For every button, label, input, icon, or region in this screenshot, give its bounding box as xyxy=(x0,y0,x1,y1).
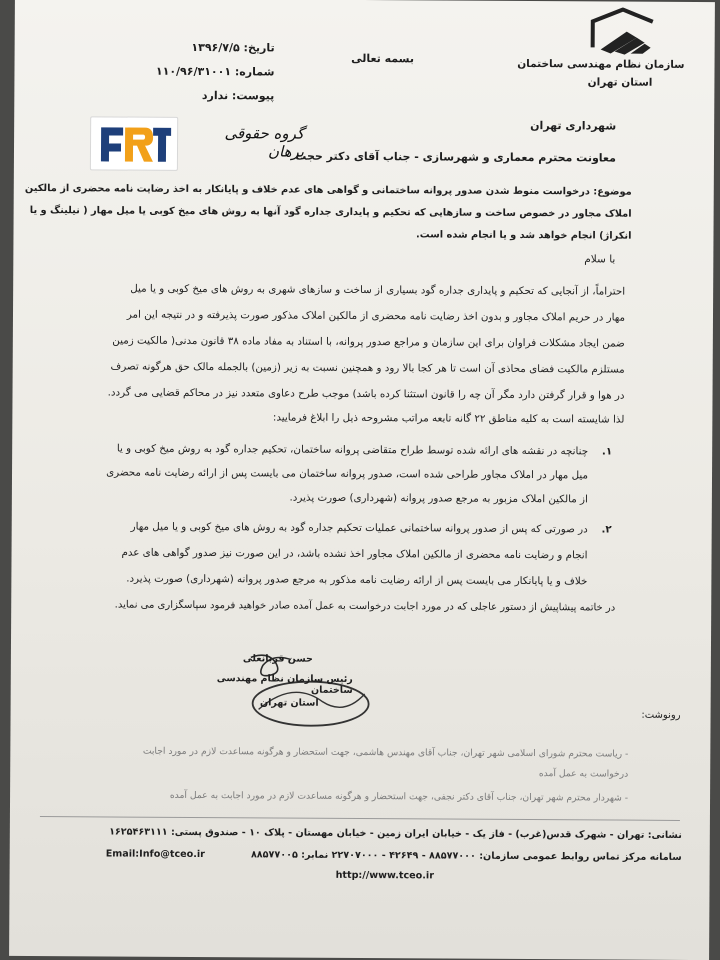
letter-page xyxy=(9,0,715,960)
footer-address: نشانی: تهران - شهرک قدس(غرب) - فاز یک - خیابان ایران زمین - خیابان مهستان - پلاک ۱۰ - صندوق پستی: ۱۶۲۵۴۶۳۱۱۱ xyxy=(109,826,682,841)
body-line: مهار در حریم املاک مجاور و بدون اخذ رضایت نامه محضری از مالکین املاک مذکور صورت پذیرفته و در نتیجه این امر xyxy=(126,308,626,324)
org-name: سازمان نظام مهندسی ساختمان xyxy=(517,57,685,71)
signatory-title: رئیس سازمان نظام مهندسی ساختمان xyxy=(216,673,353,696)
brand-logo-icon xyxy=(91,117,177,170)
footer-email: Email:Info@tceo.ir xyxy=(105,848,205,861)
recipient-line-1: شهرداری تهران xyxy=(530,119,617,133)
letter-number: شماره: ۱۱۰/۹۶/۳۱۰۰۱ xyxy=(155,64,275,79)
item-number: ۲. xyxy=(601,523,612,536)
footer-phones: سامانه مرکز تماس روابط عمومی سازمان: ۸۸۵۷۷۰۰۰ - ۴۲۶۴۹ - ۲۲۷۰۷۰۰۰ نمابر: ۸۸۵۷۷۰۰۵ xyxy=(250,849,682,863)
brand-text: گروه حقوقی برهان xyxy=(224,124,305,161)
body-line: مستلزم مالکیت فضای محاذی آن است تا هر کجا بالا رود و همچنین نسبت به زیر (زمین) بالجمله مالک حق هرگونه تصرف xyxy=(110,360,625,376)
cc-heading: رونوشت: xyxy=(641,709,681,721)
item-number: ۱. xyxy=(601,445,613,458)
brand-logo xyxy=(90,116,178,171)
subject-line: انکراژ) انجام خواهد شد و یا انجام شده است. xyxy=(416,229,632,242)
stamp-text: استان تهران xyxy=(260,697,319,709)
footer-divider xyxy=(40,816,680,821)
body-line: احتراماً، از آنجایی که تحکیم و پایداری جداره گود بسیاری از ساخت و سازهای شهری به روش های میخ کوبی و یا میل xyxy=(130,282,626,298)
item-line: در صورتی که پس از صدور پروانه ساختمانی عملیات تحکیم جداره گود به روش های میخ کوبی و یا میل مهار xyxy=(130,520,588,536)
recipient-line-2: معاونت محترم معماری و شهرسازی - جناب آقای دکتر حجت xyxy=(295,149,617,165)
greeting: با سلام xyxy=(584,253,616,266)
signatory-name: حسن قربانعلی xyxy=(242,653,313,665)
item-line: خلاف و یا پایانکار می بایست پس از ارائه رضایت نامه مذکور به مرجع صدور پروانه (شهرداری) صورت پذیرد. xyxy=(126,572,588,588)
closing-text: در خاتمه پیشاپیش از دستور عاجلی که در مورد اجابت درخواست به عمل آمده صادر خواهید فرمود سپاسگزاری می نماید. xyxy=(114,599,616,614)
item-line: میل مهار در املاک مجاور طراحی شده است، صدور پروانه ساختمان می بایست پس از ارائه رضایت نامه محضری xyxy=(106,466,589,482)
letter-date: تاریخ: ۱۳۹۶/۷/۵ xyxy=(191,40,275,55)
item-line: انجام و رضایت نامه محضری از مالکین املاک مجاور اخذ نشده باشد، در این صورت نیز صدور گواهی های عدم xyxy=(121,546,588,562)
item-line: از مالکین املاک مزبور به مرجع صدور پروانه (شهرداری) صورت پذیرد. xyxy=(289,491,588,506)
basmala: بسمه تعالی xyxy=(351,51,415,66)
body-line: ضمن ایجاد مشکلات فراوان برای این سازمان و مراجع صدور پروانه، با استناد به مفاد ماده ۳۸ قانون مدنی( مالکیت زمین xyxy=(112,334,625,350)
subject-line: موضوع: درخواست منوط شدن صدور پروانه ساختمانی و گواهی های عدم خلاف و پایانکار به اخذ رضایت نامه محضری از مالکین xyxy=(24,182,632,198)
cc-entry: درخواست به عمل آمده xyxy=(538,768,629,780)
body-line: در هوا و قرار گرفتن دارد مگر آن چه را قانون استثنا کرده باشد) موجب طرح دعاوی متعدد نیز در محاکم قضایی می گردد. xyxy=(107,386,625,402)
subject-line: املاک مجاور در خصوص ساخت و سازهایی که تحکیم و پایداری جداره گود آنها به روش های میخ کوبی یا میل مهار ( نیلینگ و یا xyxy=(29,204,632,220)
footer-website: http://www.tceo.ir xyxy=(335,869,434,882)
org-logo-icon xyxy=(587,7,659,55)
org-province: استان تهران xyxy=(587,76,653,89)
cc-entry: - ریاست محترم شورای اسلامی شهر تهران، جناب آقای مهندس هاشمی، جهت استحضار و هرگونه مساعدت لازم در مورد اجابت xyxy=(142,745,629,760)
cc-entry: - شهردار محترم شهر تهران، جناب آقای دکتر نجفی، جهت استحضار و هرگونه مساعدت لازم در مورد اجابت به عمل آمده xyxy=(169,789,629,804)
item-line: چنانچه در نقشه های ارائه شده توسط طراح متقاضی پروانه ساختمان، تحکیم جداره گود به روش میخ کوبی و یا xyxy=(116,442,589,458)
body-line: لذا شایسته است به کلیه مناطق ۲۲ گانه تابعه مراتب مشروحه ذیل را ابلاغ فرمایید: xyxy=(272,411,625,426)
letter-attachment: پیوست: ندارد xyxy=(201,89,275,103)
